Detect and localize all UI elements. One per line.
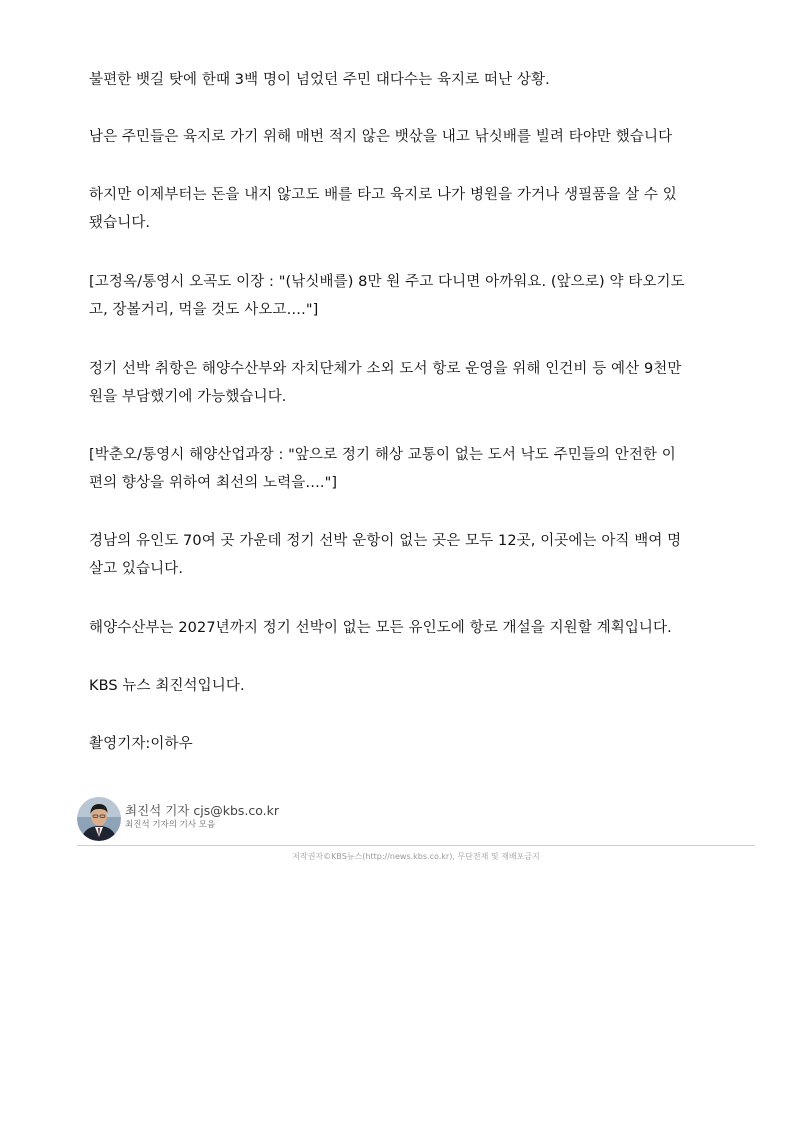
paragraph-line: 정기 선박 취항은 해양수산부와 자치단체가 소외 도서 항로 운영을 위해 인건비 등 예산 9천만 xyxy=(89,361,682,377)
copyright-notice: 저작권자©KBS뉴스(http://news.kbs.co.kr), 무단전재 및 재배포금지 xyxy=(292,852,540,861)
paragraph-line: 살고 있습니다. xyxy=(89,561,184,577)
reporter-name: 최진석 기자 xyxy=(125,803,190,818)
paragraph-line: 하지만 이제부터는 돈을 내지 않고도 배를 타고 육지로 나가 병원을 가거나 생필품을 살 수 있 xyxy=(89,187,677,203)
paragraph xyxy=(89,730,757,758)
paragraph-line: [박춘오/통영시 해양산업과장 : "앞으로 정기 해상 교통이 없는 도서 낙도 주민들의 안전한 이 xyxy=(89,447,676,463)
paragraph xyxy=(89,123,757,151)
paragraph xyxy=(89,66,757,94)
reporter-avatar-icon[interactable] xyxy=(77,797,121,841)
paragraph-line: KBS 뉴스 최진석입니다. xyxy=(89,678,245,694)
paragraph xyxy=(89,614,757,642)
paragraph-line: 남은 주민들은 육지로 가기 위해 매번 적지 않은 뱃삯을 내고 낚싯배를 빌려 타야만 했습니다 xyxy=(89,129,673,145)
reporter-articles-link[interactable]: 최진석 기자의 기사 모음 xyxy=(125,820,216,830)
paragraph-line: 해양수산부는 2027년까지 정기 선박이 없는 모든 유인도에 항로 개설을 지원할 계획입니다. xyxy=(89,620,672,636)
paragraph-line: 경남의 유인도 70여 곳 가운데 정기 선박 운항이 없는 곳은 모두 12곳, 이곳에는 아직 백여 명 xyxy=(89,533,682,549)
reporter-email-link[interactable]: cjs@kbs.co.kr xyxy=(193,803,280,818)
paragraph-line: [고정옥/통영시 오곡도 이장 : "(낚싯배를) 8만 원 주고 다니면 아까워요. (앞으로) 약 타오기도 xyxy=(89,274,685,290)
paragraph-line: 됐습니다. xyxy=(89,215,151,231)
paragraph-line: 편의 향상을 위하여 최선의 노력을…."] xyxy=(89,475,338,491)
paragraph xyxy=(89,527,757,583)
paragraph-line: 원을 부담했기에 가능했습니다. xyxy=(89,389,287,405)
paragraph xyxy=(89,355,757,411)
paragraph xyxy=(89,441,757,497)
paragraph-line: 불편한 뱃길 탓에 한때 3백 명이 넘었던 주민 대다수는 육지로 떠난 상황. xyxy=(89,72,550,88)
reporter-name-line xyxy=(125,801,279,819)
paragraph xyxy=(89,181,757,237)
paragraph xyxy=(89,672,757,700)
paragraph xyxy=(89,268,757,324)
reporter-byline xyxy=(77,795,757,845)
paragraph-line: 촬영기자:이하우 xyxy=(89,736,193,752)
footer-divider xyxy=(77,845,755,846)
paragraph-line: 고, 장볼거리, 먹을 것도 사오고…."] xyxy=(89,302,319,318)
